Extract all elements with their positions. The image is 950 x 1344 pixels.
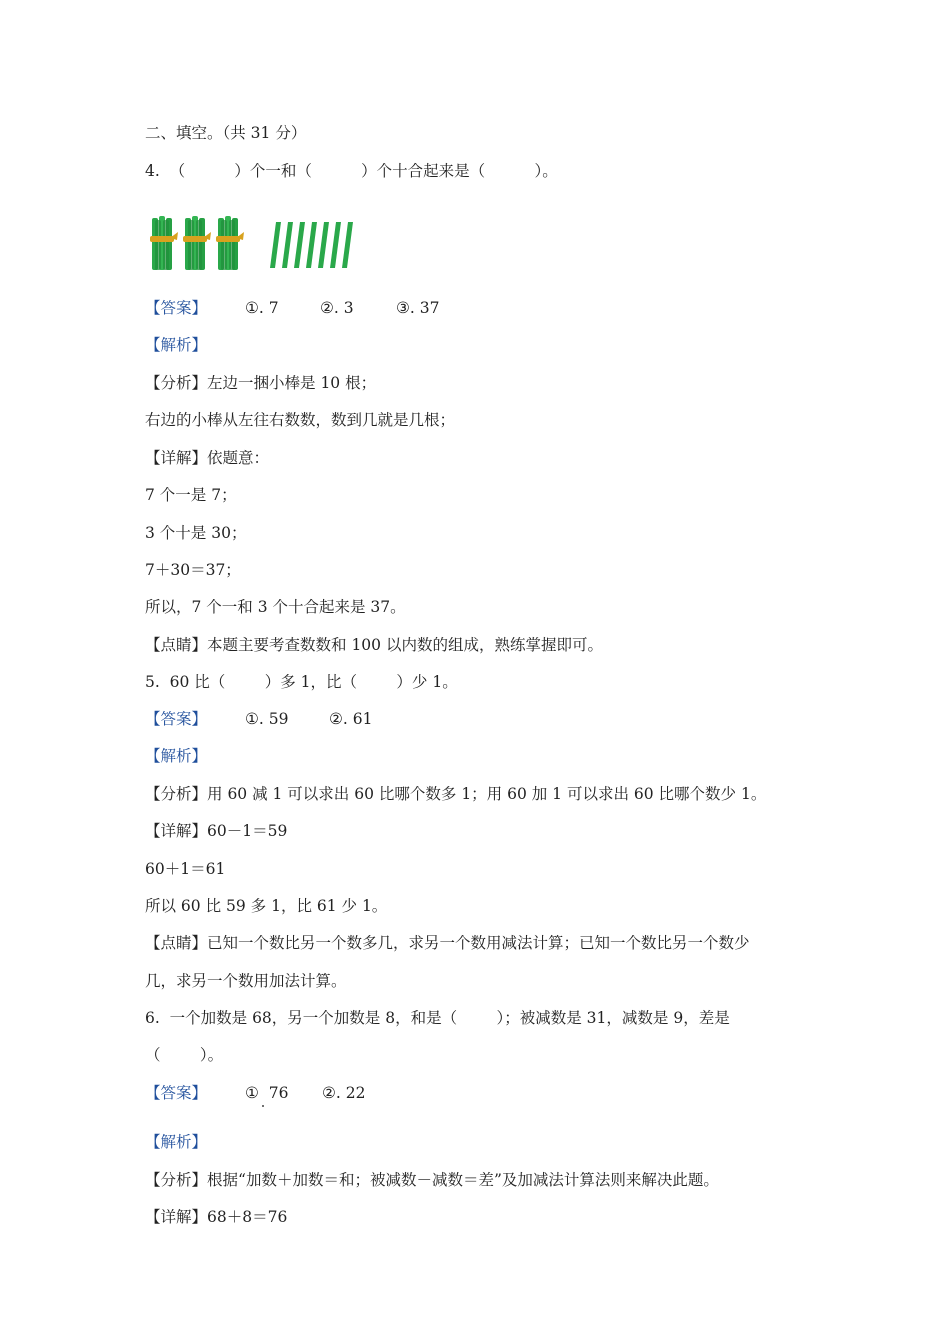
- xiangjie-text: 60－1＝59: [207, 822, 288, 840]
- bundle-2: [183, 216, 211, 270]
- fenxi-4: [145, 373, 376, 393]
- bundle-3: [216, 216, 244, 270]
- step-5-1: 60＋1＝61: [145, 860, 226, 878]
- answer-6-2: ②. 22: [322, 1084, 366, 1102]
- stick-bundles-icon: [150, 214, 360, 274]
- dianjing-text: 已知一个数比另一个数多几，求另一个数用减法计算；已知一个数比另一个数少: [207, 934, 750, 952]
- step-4-1: 7 个一是 7；: [145, 486, 237, 504]
- answer-4-2: ②. 3: [320, 299, 354, 317]
- fenxi-tag: 【分析】: [145, 785, 208, 803]
- question-5: 5. 60 比（ ）多 1，比（ ）少 1。: [145, 673, 458, 691]
- dianjing-tag: 【点睛】: [145, 636, 208, 654]
- step-5-2: 所以 60 比 59 多 1，比 61 少 1。: [145, 897, 388, 915]
- xiangjie-text: 68＋8＝76: [207, 1208, 288, 1226]
- question-4: 4. （ ）个一和（ ）个十合起来是（ ）。: [145, 162, 558, 180]
- answer-4-3: ③. 37: [396, 299, 440, 317]
- answer-5-2: ②. 61: [329, 710, 373, 728]
- dianjing-4: [145, 635, 603, 655]
- dianjing-text: 本题主要考查数数和 100 以内数的组成，熟练掌握即可。: [207, 636, 603, 654]
- question-6-line-2: （ ）。: [145, 1046, 224, 1064]
- step-4-2: 3 个十是 30；: [145, 524, 247, 542]
- answer-6-1: ① 76: [245, 1084, 289, 1102]
- fenxi-text: 用 60 减 1 可以求出 60 比哪个数多 1；用 60 加 1 可以求出 60 比哪个数少 1。: [207, 785, 767, 803]
- question-6: 6. 一个加数是 68，另一个加数是 8，和是（ ）；被减数是 31，减数是 9，差是: [145, 1009, 730, 1027]
- answer-4-1: ①. 7: [245, 299, 279, 317]
- answer-tag-4: 【答案】: [145, 299, 208, 317]
- xiangjie-tag: 【详解】: [145, 449, 208, 467]
- answer-tag-6: 【答案】: [145, 1084, 208, 1102]
- dianjing-5-line-2: 几，求另一个数用加法计算。: [145, 972, 347, 990]
- xiangjie-text: 依题意：: [207, 449, 270, 467]
- xiangjie-tag: 【详解】: [145, 1208, 208, 1226]
- analysis-tag-5: 【解析】: [145, 747, 208, 765]
- dianjing-tag: 【点睛】: [145, 934, 208, 952]
- bundle-1: [150, 216, 178, 270]
- step-4-3: 7＋30＝37；: [145, 561, 241, 579]
- dianjing-5: [145, 933, 750, 953]
- answer-5-1: ①. 59: [245, 710, 289, 728]
- fenxi-tag: 【分析】: [145, 374, 208, 392]
- xiangjie-5: [145, 821, 287, 841]
- fenxi-4-line-2: 右边的小棒从左往右数数，数到几就是几根；: [145, 411, 456, 429]
- section-title: 二、填空。（共 31 分）: [145, 124, 307, 142]
- analysis-tag-4: 【解析】: [145, 336, 208, 354]
- fenxi-text: 根据“加数＋加数＝和；被减数－减数＝差”及加减法计算法则来解决此题。: [207, 1171, 719, 1189]
- step-4-4: 所以，7 个一和 3 个十合起来是 37。: [145, 598, 406, 616]
- analysis-tag-6: 【解析】: [145, 1133, 208, 1151]
- xiangjie-6: [145, 1207, 287, 1227]
- fenxi-tag: 【分析】: [145, 1171, 208, 1189]
- answer-tag-5: 【答案】: [145, 710, 208, 728]
- stray-dot: [262, 1105, 264, 1107]
- fenxi-text: 左边一捆小棒是 10 根；: [207, 374, 377, 392]
- xiangjie-4: [145, 448, 269, 468]
- single-sticks: [270, 222, 353, 268]
- xiangjie-tag: 【详解】: [145, 822, 208, 840]
- fenxi-5: [145, 784, 766, 804]
- fenxi-6: [145, 1170, 719, 1190]
